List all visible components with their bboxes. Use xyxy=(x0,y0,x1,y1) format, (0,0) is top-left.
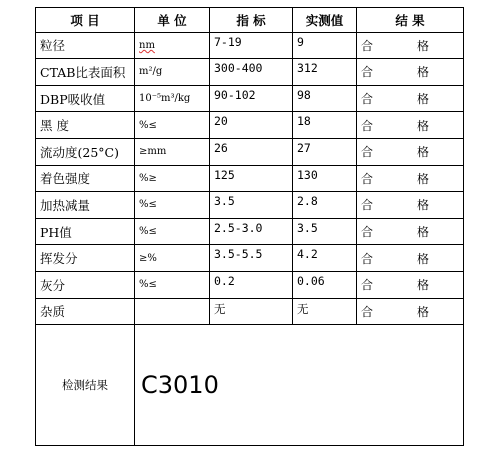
unit-cell: ≥mm xyxy=(135,138,210,165)
item-cell: DBP吸收值 xyxy=(36,85,135,112)
item-cell: 杂质 xyxy=(36,298,135,325)
measured-cell: 3.5 xyxy=(293,218,357,245)
index-cell: 无 xyxy=(210,298,293,325)
unit-cell xyxy=(135,298,210,325)
table-row xyxy=(36,32,464,59)
table-row xyxy=(36,245,464,272)
result-char-a: 合 xyxy=(361,118,374,133)
unit-cell: %≤ xyxy=(135,271,210,298)
index-cell: 7-19 xyxy=(210,32,293,59)
measured-cell: 130 xyxy=(293,165,357,192)
unit-cell: %≥ xyxy=(135,165,210,192)
result-char-b: 格 xyxy=(417,198,430,213)
unit-cell: %≤ xyxy=(135,192,210,219)
result-char-b: 格 xyxy=(417,65,430,80)
index-cell: 125 xyxy=(210,165,293,192)
measured-cell: 2.8 xyxy=(293,192,357,219)
table-row xyxy=(36,165,464,192)
result-char-b: 格 xyxy=(417,278,430,293)
result-char-a: 合 xyxy=(361,38,374,53)
index-cell: 26 xyxy=(210,138,293,165)
table-row xyxy=(36,112,464,139)
result-char-b: 格 xyxy=(417,145,430,160)
result-cell xyxy=(357,271,464,298)
result-char-a: 合 xyxy=(361,171,374,186)
measured-cell: 无 xyxy=(293,298,357,325)
item-cell: 黑 度 xyxy=(36,112,135,139)
result-cell xyxy=(357,245,464,272)
result-char-b: 格 xyxy=(417,171,430,186)
result-char-a: 合 xyxy=(361,225,374,240)
measured-cell: 98 xyxy=(293,85,357,112)
unit-cell: %≤ xyxy=(135,112,210,139)
result-char-a: 合 xyxy=(361,145,374,160)
index-cell: 3.5 xyxy=(210,192,293,219)
item-cell: 流动度(25°C) xyxy=(36,138,135,165)
result-char-a: 合 xyxy=(361,278,374,293)
table-row xyxy=(36,218,464,245)
header-result: 结 果 xyxy=(357,8,464,33)
measured-cell: 0.06 xyxy=(293,271,357,298)
item-cell: 着色强度 xyxy=(36,165,135,192)
result-char-a: 合 xyxy=(361,198,374,213)
header-item: 项 目 xyxy=(36,8,135,33)
item-cell: 挥发分 xyxy=(36,245,135,272)
result-cell xyxy=(357,165,464,192)
result-char-b: 格 xyxy=(417,118,430,133)
result-char-b: 格 xyxy=(417,251,430,266)
measured-cell: 18 xyxy=(293,112,357,139)
index-cell: 20 xyxy=(210,112,293,139)
result-cell xyxy=(357,138,464,165)
item-cell: 加热减量 xyxy=(36,192,135,219)
table-row xyxy=(36,138,464,165)
result-char-b: 格 xyxy=(417,92,430,107)
header-index: 指 标 xyxy=(210,8,293,33)
table-header-row xyxy=(36,8,464,33)
table-row xyxy=(36,192,464,219)
result-cell xyxy=(357,192,464,219)
result-cell xyxy=(357,112,464,139)
result-cell xyxy=(357,218,464,245)
header-measured: 实测值 xyxy=(293,8,357,33)
result-cell xyxy=(357,85,464,112)
table-row xyxy=(36,298,464,325)
result-char-b: 格 xyxy=(417,38,430,53)
header-unit: 单 位 xyxy=(135,8,210,33)
result-char-a: 合 xyxy=(361,92,374,107)
result-char-b: 格 xyxy=(417,304,430,319)
unit-cell: %≤ xyxy=(135,218,210,245)
unit-cell xyxy=(135,32,210,59)
result-cell xyxy=(357,298,464,325)
item-cell: 粒径 xyxy=(36,32,135,59)
unit-cell: m²/g xyxy=(135,59,210,86)
result-char-a: 合 xyxy=(361,304,374,319)
item-cell: 灰分 xyxy=(36,271,135,298)
final-result-value: C3010 xyxy=(135,325,464,446)
inspection-report-table xyxy=(35,7,464,446)
table-row xyxy=(36,59,464,86)
result-cell xyxy=(357,59,464,86)
index-cell: 2.5-3.0 xyxy=(210,218,293,245)
index-cell: 300-400 xyxy=(210,59,293,86)
table-row xyxy=(36,85,464,112)
item-cell: PH值 xyxy=(36,218,135,245)
unit-cell: 10⁻⁵m³/kg xyxy=(135,85,210,112)
result-char-a: 合 xyxy=(361,65,374,80)
final-result-row xyxy=(36,325,464,446)
unit-cell: ≥% xyxy=(135,245,210,272)
final-result-label: 检测结果 xyxy=(36,325,135,446)
measured-cell: 27 xyxy=(293,138,357,165)
measured-cell: 312 xyxy=(293,59,357,86)
result-char-a: 合 xyxy=(361,251,374,266)
table-row xyxy=(36,271,464,298)
measured-cell: 4.2 xyxy=(293,245,357,272)
index-cell: 3.5-5.5 xyxy=(210,245,293,272)
index-cell: 0.2 xyxy=(210,271,293,298)
item-cell: CTAB比表面积 xyxy=(36,59,135,86)
measured-cell: 9 xyxy=(293,32,357,59)
result-char-b: 格 xyxy=(417,225,430,240)
index-cell: 90-102 xyxy=(210,85,293,112)
unit-cell-text: nm xyxy=(139,39,155,51)
result-cell xyxy=(357,32,464,59)
